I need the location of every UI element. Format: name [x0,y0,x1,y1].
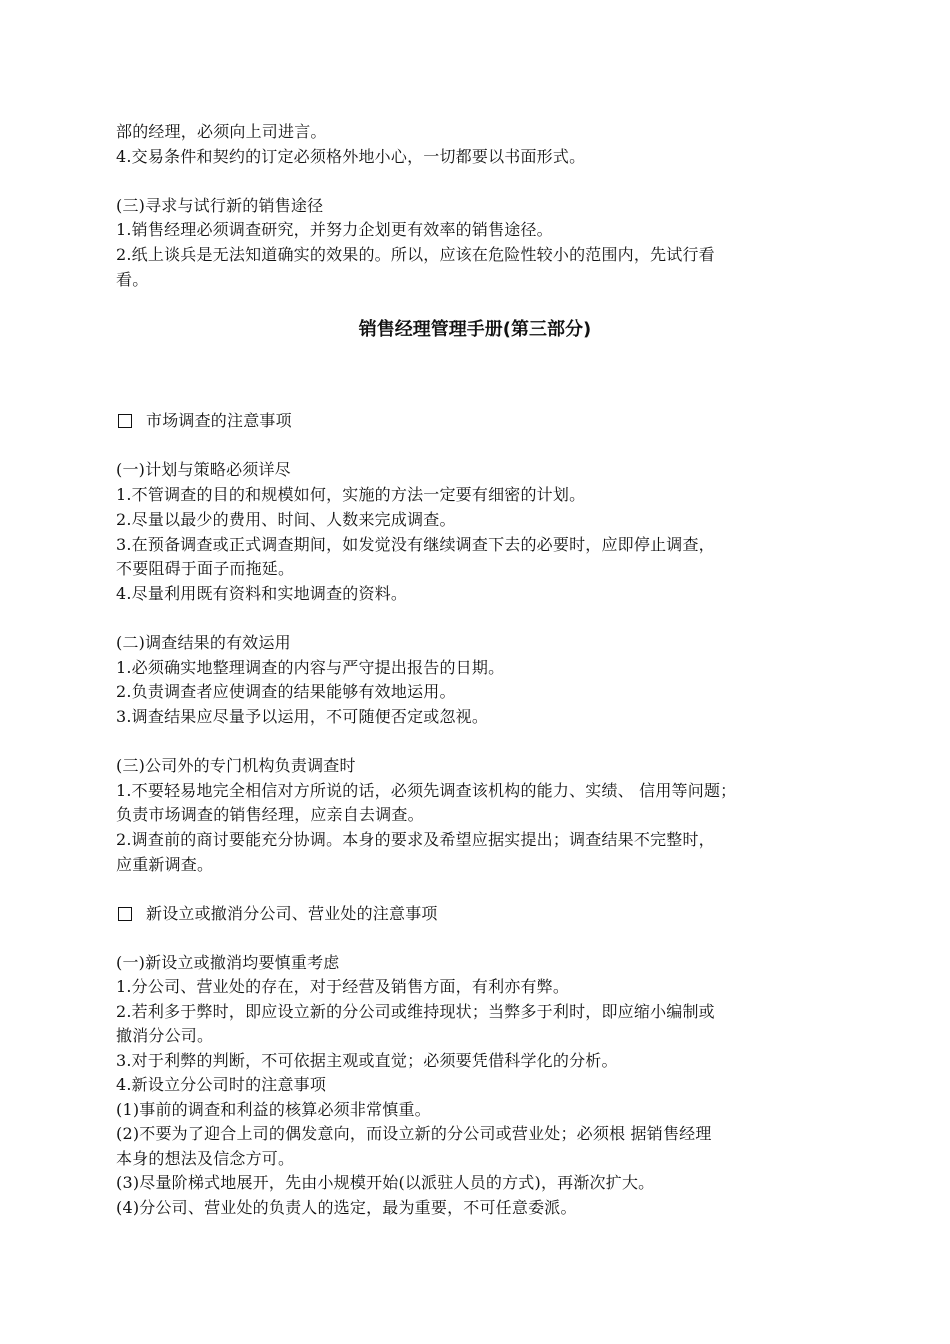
topic-heading-market [116,410,292,432]
list-item: 3.对于利弊的判断，不可依据主观或直觉；必须要凭借科学化的分析。 [116,1051,618,1070]
topic-heading-label: 市场调查的注意事项 [146,411,292,430]
list-item: 2.调查前的商讨要能充分协调。本身的要求及希望应据实提出；调查结果不完整时， [116,830,715,849]
paragraph-line: 4.交易条件和契约的订定必须格外地小心，一切都要以书面形式。 [116,147,586,166]
topic-heading-label: 新设立或撤消分公司、营业处的注意事项 [146,904,438,923]
topic-heading-branch [116,903,438,925]
list-item: 负责市场调查的销售经理，应亲自去调查。 [116,805,424,824]
list-item: (2)不要为了迎合上司的偶发意向，而设立新的分公司或营业处；必须根 据销售经理 [116,1124,712,1143]
list-item: 1.不要轻易地完全相信对方所说的话，必须先调查该机构的能力、实绩、 信用等问题； [116,781,737,800]
list-item: 撤消分公司。 [116,1026,214,1045]
list-item: (3)尽量阶梯式地展开，先由小规模开始(以派驻人员的方式)，再渐次扩大。 [116,1173,655,1192]
list-item: 2.纸上谈兵是无法知道确实的效果的。所以，应该在危险性较小的范围内，先试行看 [116,245,715,264]
list-item: 4.尽量利用既有资料和实地调查的资料。 [116,584,408,603]
section-heading: (一)计划与策略必须详尽 [116,460,291,479]
list-item: 1.分公司、营业处的存在，对于经营及销售方面，有利亦有弊。 [116,977,570,996]
list-item: 2.负责调查者应使调查的结果能够有效地运用。 [116,682,456,701]
list-item: 2.若利多于弊时，即应设立新的分公司或维持现状；当弊多于利时，即应缩小编制或 [116,1002,715,1021]
list-item: 不要阻碍于面子而拖延。 [116,559,295,578]
paragraph-line: 部的经理，必须向上司进言。 [116,122,327,141]
section-heading: (一)新设立或撤消均要慎重考虑 [116,953,340,972]
list-item: 看。 [116,270,149,289]
section-heading: (三)公司外的专门机构负责调查时 [116,756,356,775]
page-title: 销售经理管理手册(第三部分) [358,319,592,340]
list-item: 1.不管调查的目的和规模如何，实施的方法一定要有细密的计划。 [116,485,586,504]
list-item: 1.必须确实地整理调查的内容与严守提出报告的日期。 [116,658,505,677]
list-item: 本身的想法及信念方可。 [116,1149,295,1168]
list-item: 应重新调查。 [116,855,214,874]
list-item: 3.在预备调查或正式调查期间，如发觉没有继续调查下去的必要时，应即停止调查， [116,535,715,554]
checkbox-icon [118,907,132,921]
list-item: 1.销售经理必须调查研究，并努力企划更有效率的销售途径。 [116,220,553,239]
section-heading: (三)寻求与试行新的销售途径 [116,196,324,215]
list-item: (4)分公司、营业处的负责人的选定，最为重要，不可任意委派。 [116,1198,577,1217]
list-item: 2.尽量以最少的费用、时间、人数来完成调查。 [116,510,456,529]
section-heading: (二)调查结果的有效运用 [116,633,291,652]
list-item: 3.调查结果应尽量予以运用，不可随便否定或忽视。 [116,707,489,726]
list-item: 4.新设立分公司时的注意事项 [116,1075,327,1094]
checkbox-icon [118,414,132,428]
list-item: (1)事前的调查和利益的核算必须非常慎重。 [116,1100,431,1119]
